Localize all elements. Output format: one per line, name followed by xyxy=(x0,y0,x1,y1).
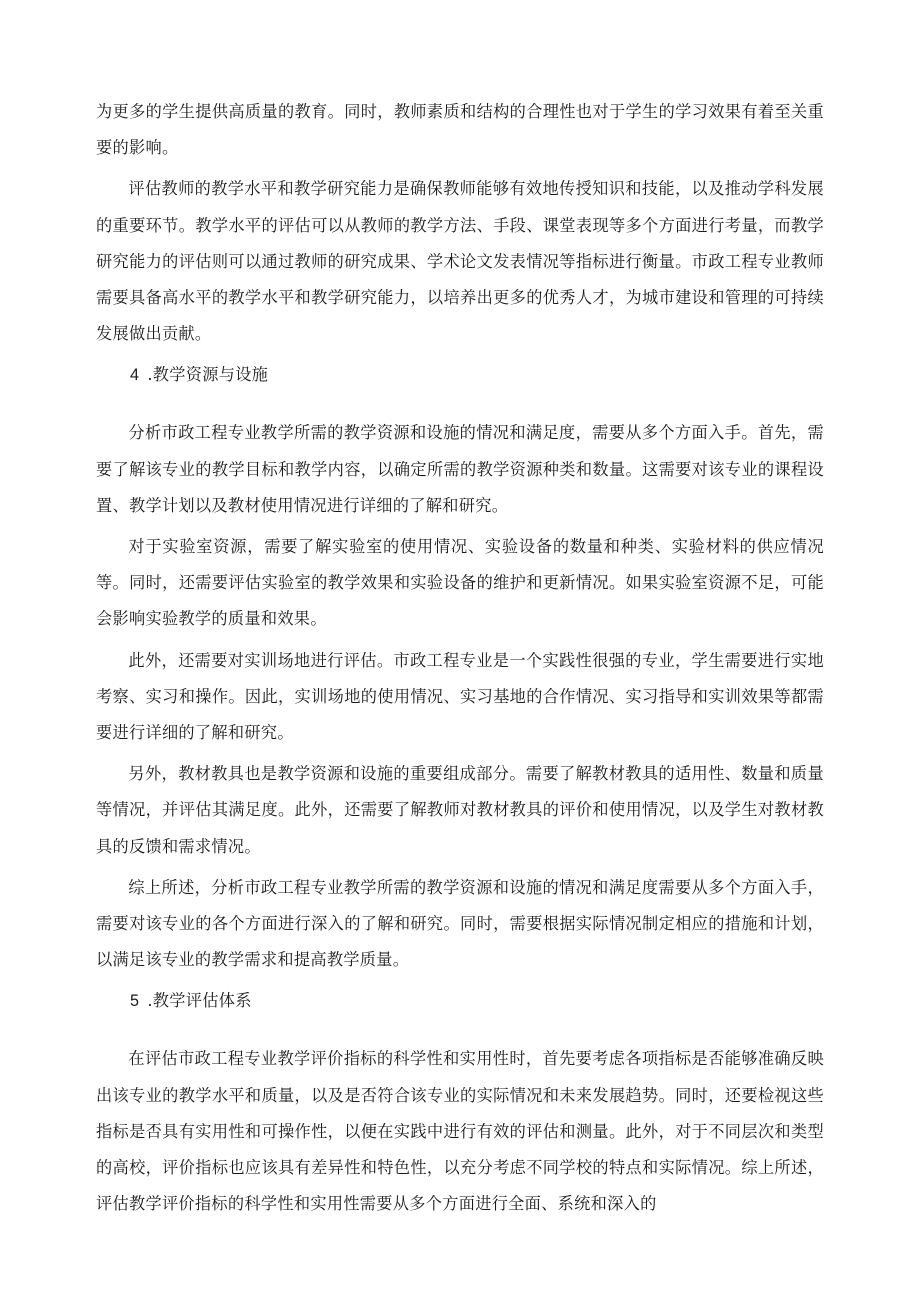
section-title: .教学资源与设施 xyxy=(147,365,269,385)
paragraph: 在评估市政工程专业教学评价指标的科学性和实用性时，首先要考虑各项指标是否能够准确反映出该专业的教学水平和质量，以及是否符合该专业的实际情况和未来发展趋势。同时，还要检视这些指标是否具有实用性和可操作性，以便在实践中进行有效的评估和测量。此外，对于不同层次和类型的高校，评价指标也应该具有差异性和特色性，以充分考虑不同学校的特点和实际情况。综上所述，评估教学评价指标的科学性和实用性需要从多个方面进行全面、系统和深入的 xyxy=(96,1049,824,1214)
paragraph: 分析市政工程专业教学所需的教学资源和设施的情况和满足度，需要从多个方面入手。首先，需要了解该专业的教学目标和教学内容，以确定所需的教学资源种类和数量。这需要对该专业的课程设置、教学计划以及教材使用情况进行详细的了解和研究。 xyxy=(96,423,824,515)
section-heading-5 xyxy=(96,983,824,1019)
paragraph-teacher-evaluation: 评估教师的教学水平和教学研究能力是确保教师能够有效地传授知识和技能，以及推动学科发展的重要环节。教学水平的评估可以从教师的教学方法、手段、课堂表现等多个方面进行考量，而教学研究能力的评估则可以通过教师的研究成果、学术论文发表情况等指标进行衡量。市政工程专业教师需要具备高水平的教学水平和教学研究能力，以培养出更多的优秀人才，为城市建设和管理的可持续发展做出贡献。 xyxy=(96,179,824,344)
paragraph: 综上所述，分析市政工程专业教学所需的教学资源和设施的情况和满足度需要从多个方面入手，需要对该专业的各个方面进行深入的了解和研究。同时，需要根据实际情况制定相应的措施和计划，以满足该专业的教学需求和提高教学质量。 xyxy=(96,877,824,970)
paragraph: 另外，教材教具也是教学资源和设施的重要组成部分。需要了解教材教具的适用性、数量和质量等情况，并评估其满足度。此外，还需要了解教师对教材教具的评价和使用情况，以及学生对教材教具的反馈和需求情况。 xyxy=(96,764,824,856)
section-number: 4 xyxy=(130,366,140,385)
paragraph: 对于实验室资源，需要了解实验室的使用情况、实验设备的数量和种类、实验材料的供应情况等。同时，还需要评估实验室的教学效果和实验设备的维护和更新情况。如果实验室资源不足，可能会影响实验教学的质量和效果。 xyxy=(96,537,824,629)
section-title: .教学评估体系 xyxy=(147,991,252,1011)
paragraph-continuation: 为更多的学生提供高质量的教育。同时，教师素质和结构的合理性也对于学生的学习效果有着至关重要的影响。 xyxy=(96,102,824,158)
section-heading-4 xyxy=(96,357,824,393)
document-page xyxy=(96,94,824,1227)
paragraph: 此外，还需要对实训场地进行评估。市政工程专业是一个实践性很强的专业，学生需要进行实地考察、实习和操作。因此，实训场地的使用情况、实习基地的合作情况、实习指导和实训效果等都需要进行详细的了解和研究。 xyxy=(96,650,824,743)
section-number: 5 xyxy=(130,992,140,1011)
